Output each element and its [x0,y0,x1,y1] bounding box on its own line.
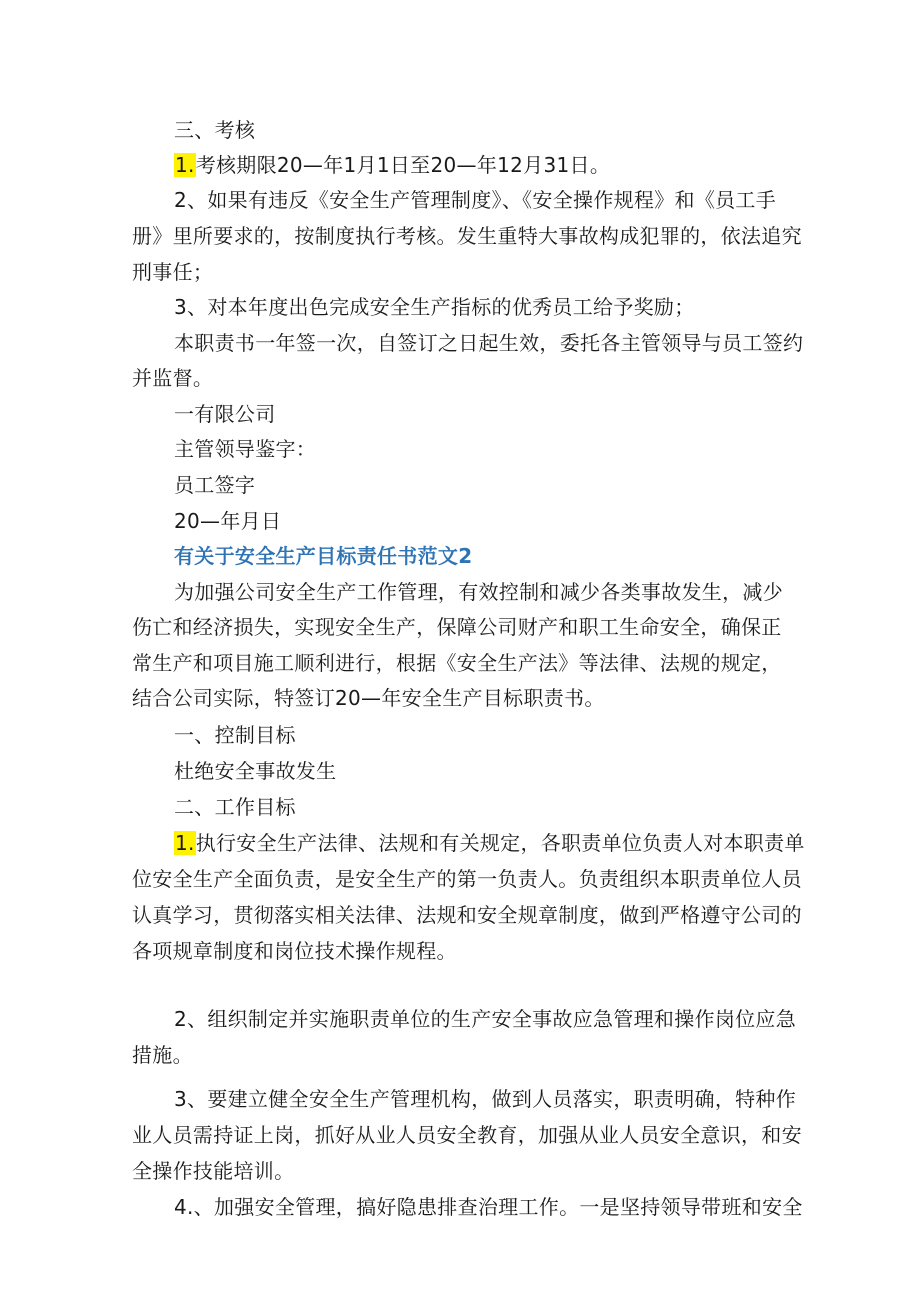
work-goal-1-line-4: 各项规章制度和岗位技术操作规程。 [132,939,457,963]
section-3-item-2-line-3: 刑事任； [132,260,214,284]
section-3-title: 三、考核 [174,118,256,142]
intro-line-2: 伤亡和经济损失，实现安全生产，保障公司财产和职工生命安全，确保正 [132,615,782,639]
highlighted-list-marker: 1. [175,153,195,177]
work-goal-4-line-1: 4.、加强安全管理，搞好隐患排查治理工作。一是坚持领导带班和安全 [174,1195,803,1219]
validity-line-2: 并监督。 [132,366,214,390]
work-goal-3-line-1: 3、要建立健全安全生产管理机构，做到人员落实，职责明确，特种作 [174,1087,797,1111]
section-1-title: 一、控制目标 [174,723,296,747]
intro-line-3: 常生产和项目施工顺利进行，根据《安全生产法》等法律、法规的规定， [132,651,782,675]
work-goal-2-line-2: 措施。 [132,1043,193,1067]
work-goal-2-line-1: 2、组织制定并实施职责单位的生产安全事故应急管理和操作岗位应急 [174,1007,797,1031]
intro-line-4: 结合公司实际，特签订20—年安全生产目标职责书。 [132,686,605,710]
item-text: 执行安全生产法律、法规和有关规定，各职责单位负责人对本职责单 [195,831,805,855]
section-heading-2: 有关于安全生产目标责任书范文2 [174,544,473,568]
validity-line-1: 本职责书一年签一次，自签订之日起生效，委托各主管领导与员工签约 [174,331,804,355]
intro-line-1: 为加强公司安全生产工作管理，有效控制和减少各类事故发生，减少 [174,580,783,604]
section-3-item-3: 3、对本年度出色完成安全生产指标的优秀员工给予奖励； [174,295,695,319]
work-goal-1-line-2: 位安全生产全面负责，是安全生产的第一负责人。负责组织本职责单位人员 [132,867,802,891]
work-goal-1-line-3: 认真学习，贯彻落实相关法律、法规和安全规章制度，做到严格遵守公司的 [132,903,802,927]
section-3-item-1 [174,153,610,177]
section-2-title: 二、工作目标 [174,795,296,819]
company-name: 一有限公司 [174,402,276,426]
highlighted-list-marker: 1. [175,831,195,855]
item-text: 考核期限20—年1月1日至20—年12月31日。 [195,153,611,177]
section-3-item-2-line-1: 2、如果有违反《安全生产管理制度》、《安全操作规程》和《员工手 [174,188,777,212]
employee-signature-label: 员工签字 [174,473,256,497]
work-goal-1-line-1 [174,831,805,855]
work-goal-3-line-3: 全操作技能培训。 [132,1159,295,1183]
control-goal: 杜绝安全事故发生 [174,759,337,783]
signature-date: 20—年月日 [174,509,282,533]
supervisor-signature-label: 主管领导鉴字： [174,437,317,461]
section-3-item-2-line-2: 册》里所要求的，按制度执行考核。发生重特大事故构成犯罪的，依法追究 [132,224,802,248]
work-goal-3-line-2: 业人员需持证上岗，抓好从业人员安全教育，加强从业人员安全意识，和安 [132,1123,802,1147]
